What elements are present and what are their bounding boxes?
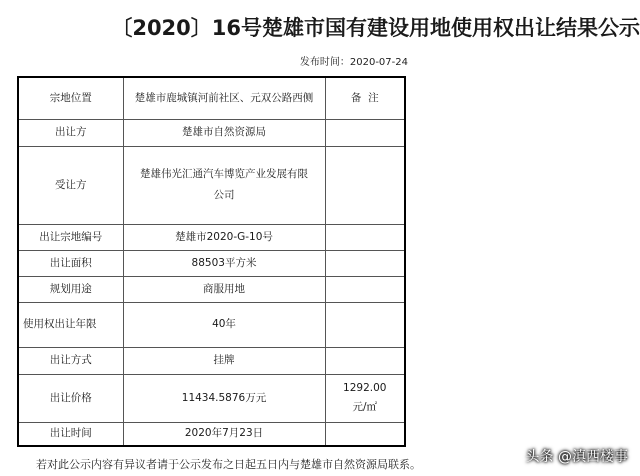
row-note [325, 422, 405, 446]
row-label: 出让宗地编号 [18, 224, 123, 250]
result-table [17, 76, 406, 447]
row-note [325, 276, 405, 302]
row-label: 受让方 [18, 146, 123, 224]
row-value: 楚雄市鹿城镇河前社区、元双公路西侧 [123, 77, 325, 119]
row-value: 挂牌 [123, 347, 325, 374]
row-value: 40年 [123, 302, 325, 347]
row-value: 2020年7月23日 [123, 422, 325, 446]
publish-date: 发布时间：2020-07-24 [299, 57, 408, 68]
row-label: 规划用途 [18, 276, 123, 302]
table-row [18, 374, 405, 422]
row-label: 出让价格 [18, 374, 123, 422]
row-note [325, 224, 405, 250]
table-row [18, 347, 405, 374]
row-value: 楚雄市2020-G-10号 [123, 224, 325, 250]
row-value: 楚雄市自然资源局 [123, 119, 325, 146]
row-label: 出让时间 [18, 422, 123, 446]
row-value: 商服用地 [123, 276, 325, 302]
table-row [18, 119, 405, 146]
table-row [18, 422, 405, 446]
unit-price-unit: 元/㎡ [352, 401, 378, 413]
row-label: 宗地位置 [18, 77, 123, 119]
row-note [325, 250, 405, 276]
table-row [18, 276, 405, 302]
table-row [18, 250, 405, 276]
table-row [18, 77, 405, 119]
row-label: 使用权出让年限 [18, 302, 123, 347]
row-value [123, 146, 325, 224]
row-note [325, 146, 405, 224]
unit-price-note [325, 374, 405, 422]
row-value-line: 楚雄伟光汇通汽车博览产业发展有限 [140, 168, 308, 180]
row-value: 11434.5876万元 [123, 374, 325, 422]
table-row [18, 224, 405, 250]
row-value-line: 公司 [213, 189, 235, 201]
page-title: 〔2020〕16号楚雄市国有建设用地使用权出让结果公示 [111, 16, 640, 40]
row-label: 出让面积 [18, 250, 123, 276]
row-note [325, 302, 405, 347]
table-row [18, 146, 405, 224]
source-watermark: 头条 @滇西楼事 [525, 449, 628, 465]
row-note [325, 347, 405, 374]
remarks-header: 备 注 [325, 77, 405, 119]
objection-footnote: 若对此公示内容有异议者请于公示发布之日起五日内与楚雄市自然资源局联系。 [36, 458, 421, 471]
row-value: 88503平方米 [123, 250, 325, 276]
row-label: 出让方式 [18, 347, 123, 374]
unit-price-value: 1292.00 [343, 382, 387, 394]
table-row [18, 302, 405, 347]
row-note [325, 119, 405, 146]
row-label: 出让方 [18, 119, 123, 146]
